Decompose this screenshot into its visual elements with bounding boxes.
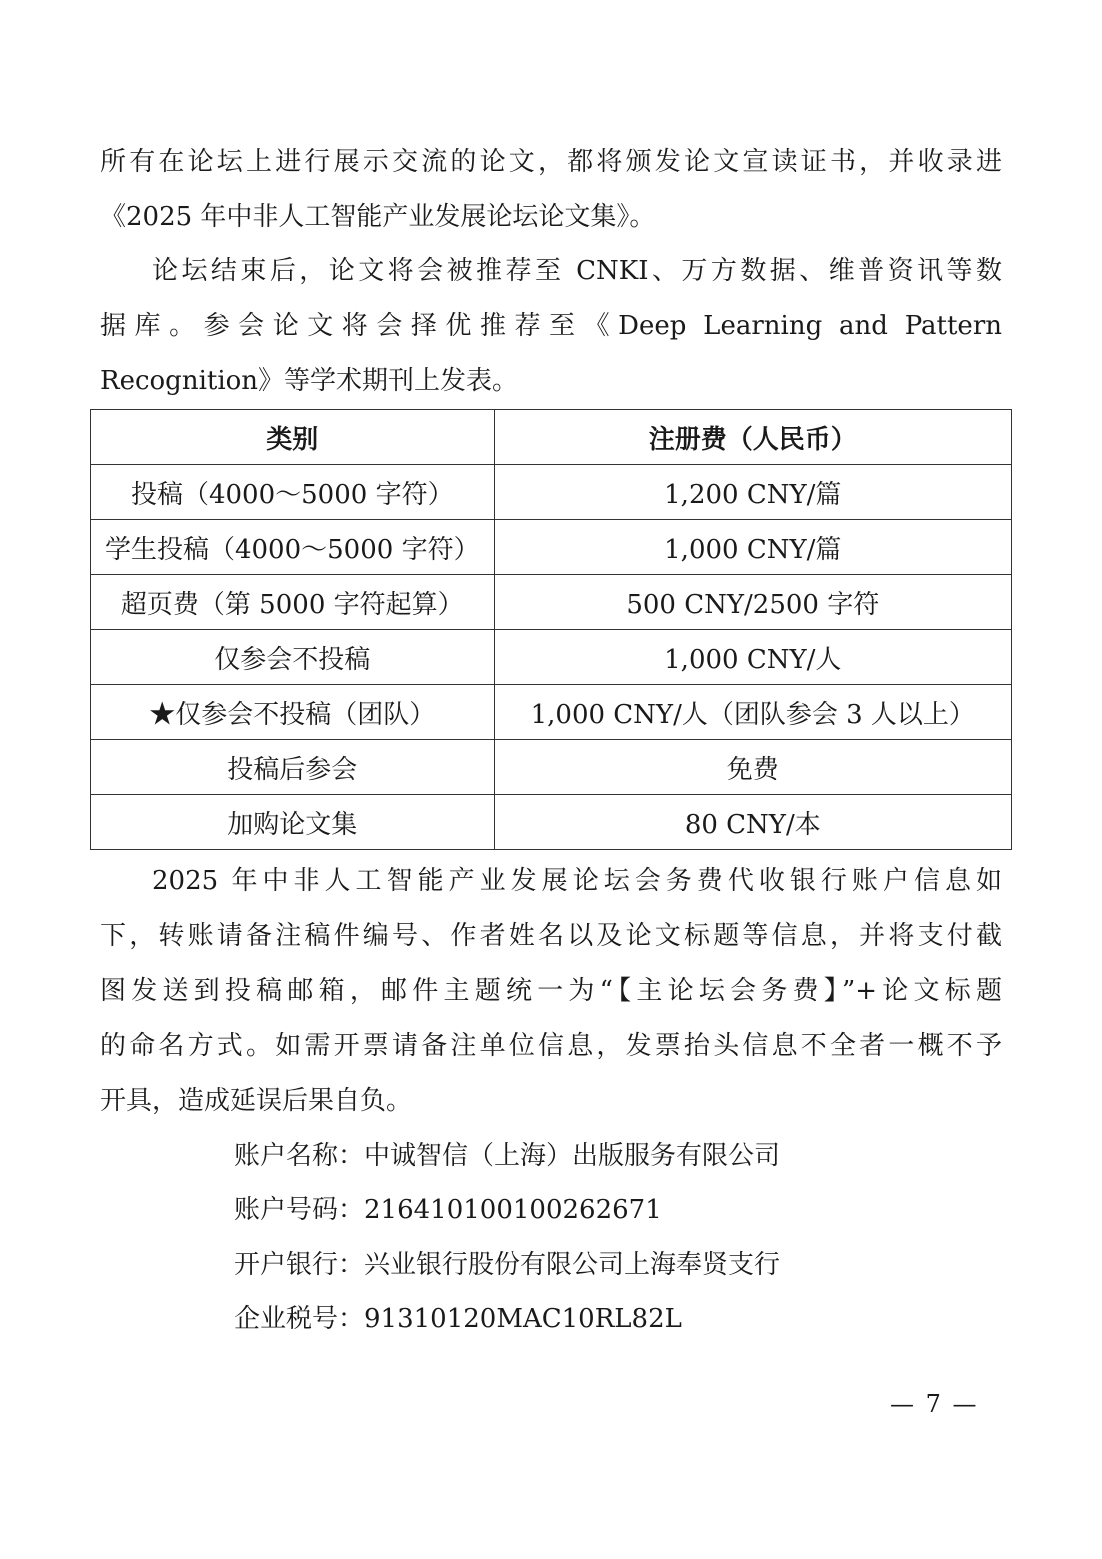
bank-info-line-2: 下，转账请备注稿件编号、作者姓名以及论文标题等信息，并将支付截	[100, 921, 1002, 951]
row-category: 加购论文集	[91, 795, 495, 850]
intro-line-2: 《2025 年中非人工智能产业发展论坛论文集》。	[100, 202, 656, 232]
row-category: 投稿后参会	[91, 740, 495, 795]
table-row	[91, 465, 1012, 520]
page-number: — 7 —	[890, 1390, 979, 1418]
database-paragraph	[100, 244, 1002, 409]
intro-paragraph	[100, 135, 1002, 245]
row-category: 投稿（4000～5000 字符）	[91, 465, 495, 520]
bank-info-line-3: 图发送到投稿邮箱，邮件主题统一为“【主论坛会务费】”+论文标题	[100, 976, 1002, 1006]
bank-info-line-5: 开具，造成延误后果自负。	[100, 1086, 413, 1116]
account-number: 账户号码：216410100100262671	[234, 1195, 662, 1225]
bank-info-line-4: 的命名方式。如需开票请备注单位信息，发票抬头信息不全者一概不予	[100, 1031, 1002, 1061]
table-row	[91, 630, 1012, 685]
bank-info-paragraph	[100, 854, 1002, 1129]
table-row	[91, 520, 1012, 575]
account-bank: 开户银行：兴业银行股份有限公司上海奉贤支行	[234, 1250, 781, 1280]
database-line-2: 据库。参会论文将会择优推荐至《Deep Learning and Pattern	[100, 311, 1002, 341]
database-line-1: 论坛结束后，论文将会被推荐至 CNKI、万方数据、维普资讯等数	[152, 256, 1002, 286]
database-line-3: Recognition》等学术期刊上发表。	[100, 366, 519, 396]
table-row	[91, 795, 1012, 850]
row-category: ★仅参会不投稿（团队）	[91, 685, 495, 740]
row-fee: 免费	[494, 740, 1011, 795]
account-name: 账户名称：中诚智信（上海）出版服务有限公司	[234, 1141, 781, 1171]
intro-line-1: 所有在论坛上进行展示交流的论文，都将颁发论文宣读证书，并收录进	[100, 147, 1002, 177]
header-fee: 注册费（人民币）	[494, 410, 1011, 465]
row-fee: 1,000 CNY/人（团队参会 3 人以上）	[494, 685, 1011, 740]
row-fee: 1,000 CNY/篇	[494, 520, 1011, 575]
row-fee: 1,000 CNY/人	[494, 630, 1011, 685]
table-row	[91, 740, 1012, 795]
row-fee: 80 CNY/本	[494, 795, 1011, 850]
row-category: 仅参会不投稿	[91, 630, 495, 685]
account-tax-id: 企业税号：91310120MAC10RL82L	[234, 1304, 682, 1334]
table-row	[91, 685, 1012, 740]
header-category: 类别	[91, 410, 495, 465]
bank-info-line-1: 2025 年中非人工智能产业发展论坛会务费代收银行账户信息如	[152, 866, 1002, 896]
row-category: 超页费（第 5000 字符起算）	[91, 575, 495, 630]
row-fee: 500 CNY/2500 字符	[494, 575, 1011, 630]
registration-fee-table	[90, 409, 1012, 850]
row-fee: 1,200 CNY/篇	[494, 465, 1011, 520]
table-row	[91, 575, 1012, 630]
table-header-row	[91, 410, 1012, 465]
row-category: 学生投稿（4000～5000 字符）	[91, 520, 495, 575]
